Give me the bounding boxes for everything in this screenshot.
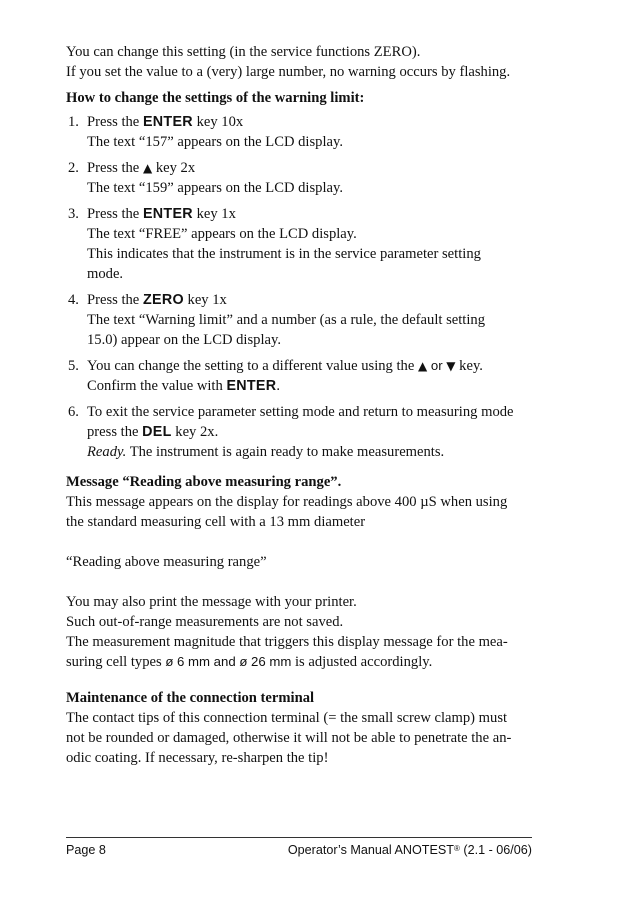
step-4 (66, 290, 536, 350)
message-line-2: the standard measuring cell with a 13 mm diameter (66, 514, 366, 530)
message-text: suring cell types (66, 654, 166, 670)
howto-heading: How to change the settings of the warning limit: (66, 90, 365, 106)
page-number: Page 8 (66, 843, 106, 857)
step-5 (66, 356, 536, 396)
intro-line-2: If you set the value to a (very) large number, no warning occurs by flashing. (66, 64, 511, 80)
footer-manual-title (288, 843, 532, 857)
step-number: 3. (68, 206, 79, 222)
step-text: key 1x (192, 206, 236, 222)
registered-mark: ® (453, 844, 460, 853)
step-text: key. (455, 358, 483, 374)
step-detail: mode. (87, 266, 124, 282)
step-detail: The instrument is again ready to make measurements. (126, 444, 445, 460)
maintenance-line-2: not be rounded or damaged, otherwise it will not be able to penetrate the an- (66, 730, 512, 746)
step-text: To exit the service parameter setting mode and return to measuring mode (87, 404, 514, 420)
cell-types: ø 6 mm and ø 26 mm (165, 654, 292, 669)
message-quote: “Reading above measuring range” (66, 554, 267, 570)
step-text: Press the (87, 160, 143, 176)
step-number: 5. (68, 358, 79, 374)
up-arrow-icon: ▲ (417, 359, 428, 373)
steps-list (66, 112, 536, 462)
step-detail: This indicates that the instrument is in the service parameter setting (87, 246, 481, 262)
maintenance-line-1: The contact tips of this connection terminal (= the small screw clamp) must (66, 710, 508, 726)
maintenance-section (66, 688, 536, 768)
enter-key-label: ENTER (142, 114, 193, 130)
maintenance-line-3: odic coating. If necessary, re-sharpen the tip! (66, 750, 329, 766)
manual-title: Operator’s Manual ANOTEST (287, 843, 454, 857)
maintenance-heading: Maintenance of the connection terminal (66, 690, 315, 706)
message-line-3: You may also print the message with your printer. (66, 594, 357, 610)
step-detail: . (276, 378, 281, 394)
enter-key-label: ENTER (226, 378, 277, 394)
up-arrow-icon: ▲ (142, 161, 153, 175)
message-heading: Message “Reading above measuring range”. (66, 474, 342, 490)
step-1 (66, 112, 536, 152)
step-3 (66, 204, 536, 284)
step-text: Press the (87, 292, 143, 308)
step-text: or (427, 358, 447, 373)
step-2 (66, 158, 536, 198)
message-line-5: The measurement magnitude that triggers this display message for the mea- (66, 634, 508, 650)
step-text: You can change the setting to a different value using the (87, 358, 418, 374)
step-text: key 2x (152, 160, 196, 176)
step-detail: press the (87, 424, 143, 440)
manual-version: (2.1 - 06/06) (459, 843, 532, 857)
down-arrow-icon: ▼ (446, 359, 456, 373)
step-number: 1. (68, 114, 79, 130)
message-section (66, 472, 536, 672)
intro-paragraph (66, 42, 536, 82)
step-text: key 10x (192, 114, 244, 130)
step-text: key 1x (183, 292, 227, 308)
step-detail: 15.0) appear on the LCD display. (87, 332, 281, 348)
message-line-6 (66, 652, 536, 672)
message-text: is adjusted accordingly. (291, 654, 433, 670)
step-detail: The text “157” appears on the LCD display. (87, 134, 343, 150)
spacer (66, 532, 536, 552)
step-number: 4. (68, 292, 79, 308)
zero-key-label: ZERO (142, 292, 184, 308)
step-detail: key 2x. (171, 424, 219, 440)
intro-line-1: You can change this setting (in the service functions ZERO). (66, 44, 421, 60)
message-line-1: This message appears on the display for readings above 400 µS when using (66, 494, 508, 510)
step-number: 6. (68, 404, 79, 420)
step-6 (66, 402, 536, 462)
step-detail: The text “Warning limit” and a number (as a rule, the default setting (87, 312, 485, 328)
ready-label: Ready. (87, 444, 127, 460)
step-detail: The text “FREE” appears on the LCD display. (87, 226, 357, 242)
del-key-label: DEL (142, 424, 172, 440)
step-number: 2. (68, 160, 79, 176)
footer-divider (66, 837, 532, 838)
step-detail: Confirm the value with (87, 378, 227, 394)
step-text: Press the (87, 206, 143, 222)
spacer (66, 572, 536, 592)
page-content (66, 42, 536, 768)
message-line-4: Such out-of-range measurements are not saved. (66, 614, 344, 630)
enter-key-label: ENTER (142, 206, 193, 222)
step-detail: The text “159” appears on the LCD display. (87, 180, 343, 196)
step-text: Press the (87, 114, 143, 130)
